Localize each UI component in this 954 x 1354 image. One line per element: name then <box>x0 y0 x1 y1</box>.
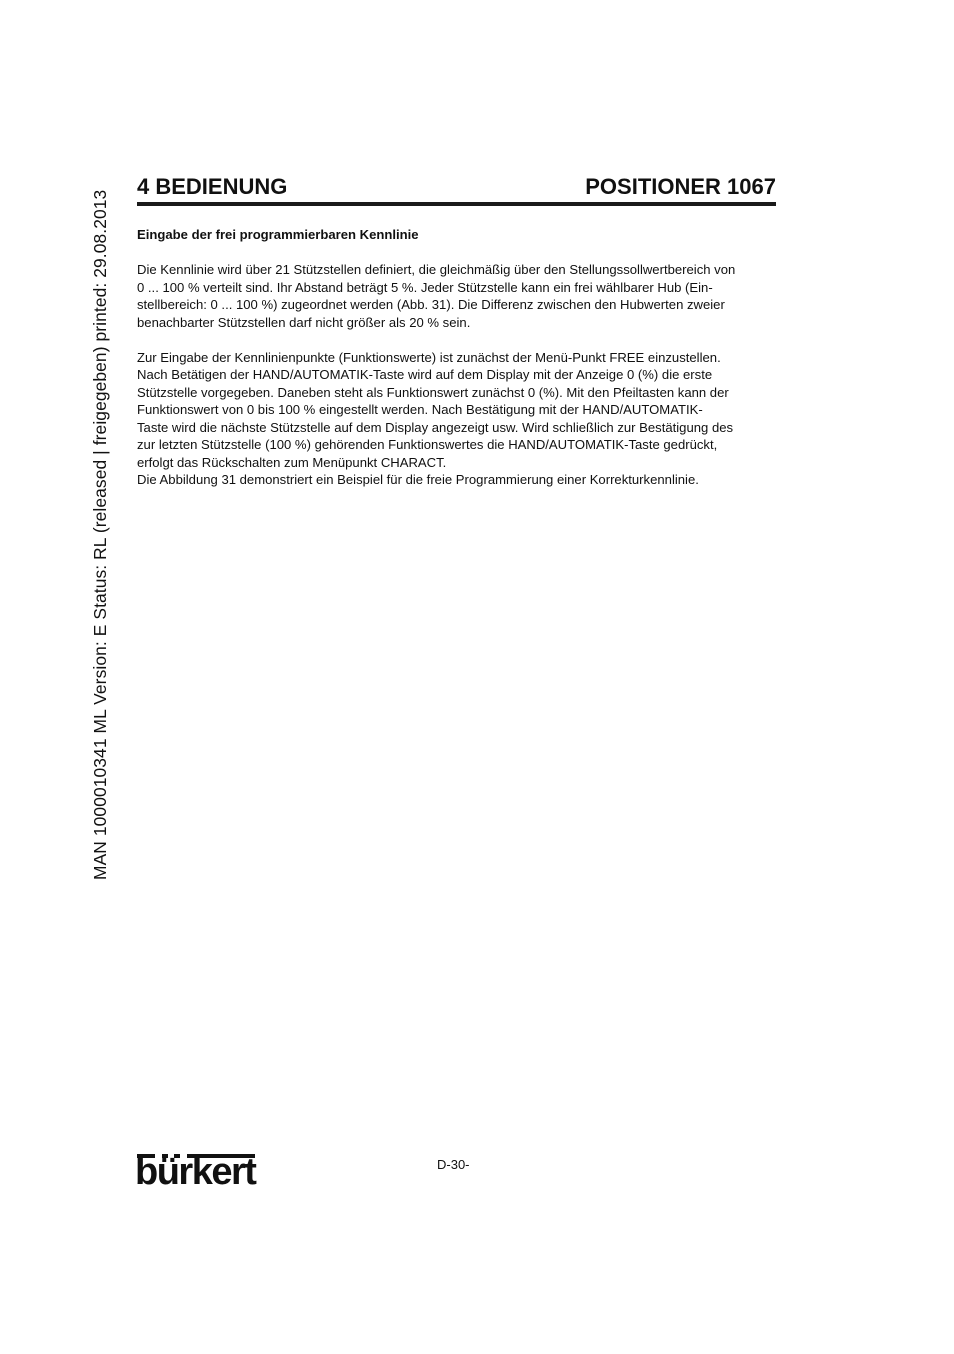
text-line: Funktionswert von 0 bis 100 % eingestellt werden. Nach Bestätigung mit der HAND/AUTOMATIK- <box>137 402 703 417</box>
paragraph-support-points <box>137 261 782 331</box>
burkert-logo <box>135 1151 257 1193</box>
section-heading: Eingabe der frei programmierbaren Kennlinie <box>137 227 419 242</box>
product-title: POSITIONER 1067 <box>585 174 776 199</box>
text-line: Taste wird die nächste Stützstelle auf dem Display angezeigt usw. Wird schließlich zur Bestätigung des <box>137 419 734 435</box>
header-divider <box>137 202 776 206</box>
main-content <box>137 226 782 506</box>
page-number: D-30- <box>437 1157 470 1172</box>
text-line: stellbereich: 0 ... 100 %) zugeordnet werden (Abb. 31). Die Differenz zwischen den Hubwerten zweier <box>137 297 725 312</box>
logo-wordmark: bürkert <box>135 1151 256 1193</box>
text-line: Die Kennlinie wird über 21 Stützstellen definiert, die gleichmäßig über den Stellungssollwertbereich von <box>137 262 736 277</box>
text-line: zur letzten Stützstelle (100 %) gehörenden Funktionswertes die HAND/AUTOMATIK-Taste gedrückt, <box>137 437 718 452</box>
text-line: benachbarter Stützstellen darf nicht größer als 20 % sein. <box>137 314 471 330</box>
text-line: Nach Betätigen der HAND/AUTOMATIK-Taste wird auf dem Display mit der Anzeige 0 (%) die erste <box>137 367 713 382</box>
text-line: erfolgt das Rückschalten zum Menüpunkt CHARACT. <box>137 454 447 470</box>
chapter-title: 4 BEDIENUNG <box>137 174 288 199</box>
text-line: Zur Eingabe der Kennlinienpunkte (Funktionswerte) ist zunächst der Menü-Punkt FREE einzustellen. <box>137 349 721 365</box>
text-line: Die Abbildung 31 demonstriert ein Beispiel für die freie Programmierung einer Korrekturkennlinie. <box>137 472 699 487</box>
text-line: 0 ... 100 % verteilt sind. Ihr Abstand beträgt 5 %. Jeder Stützstelle kann ein frei wählbarer Hub (Ein- <box>137 279 713 295</box>
text-line: Stützstelle vorgegeben. Daneben steht als Funktionswert zunächst 0 (%). Mit den Pfeiltasten kann der <box>137 384 729 400</box>
document-status-note: MAN 1000010341 ML Version: E Status: RL (released | freigegeben) printed: 29.08.2013 <box>90 189 110 880</box>
paragraph-input-procedure <box>137 349 782 489</box>
page-header <box>137 170 776 206</box>
